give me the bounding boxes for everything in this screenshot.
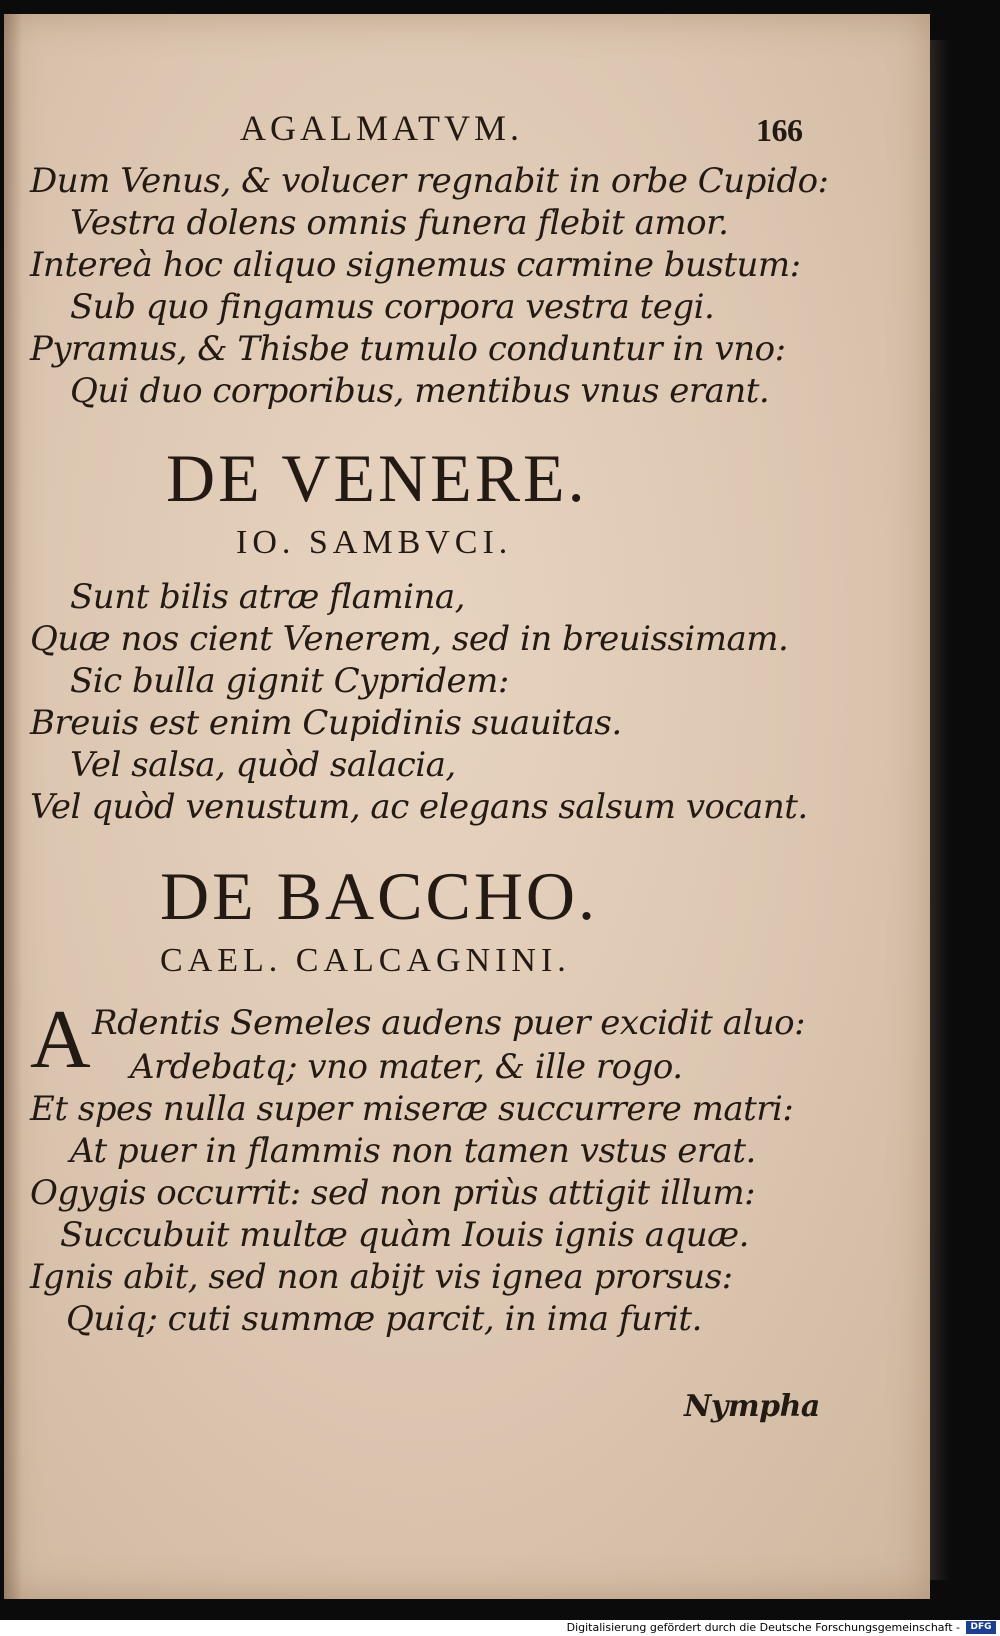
poem-line: At puer in flammis non tamen vstus erat. [70, 1131, 756, 1171]
poem-line: Vel salsa, quòd salacia, [70, 745, 456, 785]
page-sheet [4, 14, 930, 1599]
dfg-logo: DFG [966, 1621, 996, 1634]
poem-line: Breuis est enim Cupidinis suauitas. [30, 703, 622, 743]
poem-line: Vestra dolens omnis funera flebit amor. [70, 203, 729, 243]
section-title-venere: DE VENERE. [166, 440, 588, 516]
poem-line: Ignis abit, sed non abijt vis ignea prorsus: [30, 1257, 733, 1297]
poem-line: Quæ nos cient Venerem, sed in breuissimam. [30, 619, 789, 659]
page-edge-shadow [930, 40, 950, 1580]
poem-line: Sub quo fingamus corpora vestra tegi. [70, 287, 715, 327]
footer-credit: Digitalisierung gefördert durch die Deutsche Forschungsgemeinschaft - [566, 1621, 960, 1634]
spine-shadow [4, 14, 22, 1599]
section-title-baccho: DE BACCHO. [160, 858, 599, 934]
poem-line: Intereà hoc aliquo signemus carmine bustum: [30, 245, 801, 285]
section-author-calcagnini: CAEL. CALCAGNINI. [160, 942, 571, 979]
poem-line: Ardebatq; vno mater, & ille rogo. [130, 1047, 683, 1087]
catchword: Nympha [684, 1389, 820, 1424]
section-author-sambuci: IO. SAMBVCI. [236, 524, 513, 561]
poem-line: Sunt bilis atræ flamina, [70, 577, 465, 617]
running-head: AGALMATVM. [240, 108, 523, 148]
poem-line: Ogygis occurrit: sed non priùs attigit illum: [30, 1173, 756, 1213]
poem-line: Sic bulla gignit Cypridem: [70, 661, 509, 701]
poem-line: Dum Venus, & volucer regnabit in orbe Cupido: [30, 161, 829, 201]
poem-line: Qui duo corporibus, mentibus vnus erant. [70, 371, 770, 411]
poem-line: Succubuit multæ quàm Iouis ignis aquæ. [60, 1215, 749, 1255]
digitization-footer [0, 1620, 1000, 1636]
poem-line: Vel quòd venustum, ac elegans salsum vocant. [30, 787, 808, 827]
poem-line: Pyramus, & Thisbe tumulo conduntur in vno: [30, 329, 786, 369]
poem-line: Quiq; cuti summæ parcit, in ima furit. [66, 1299, 702, 1339]
poem-line: Et spes nulla super miseræ succurrere matri: [30, 1089, 794, 1129]
poem-line: Rdentis Semeles audens puer excidit aluo: [92, 1003, 806, 1043]
page-number: 166 [756, 112, 803, 148]
drop-cap: A [30, 993, 91, 1086]
